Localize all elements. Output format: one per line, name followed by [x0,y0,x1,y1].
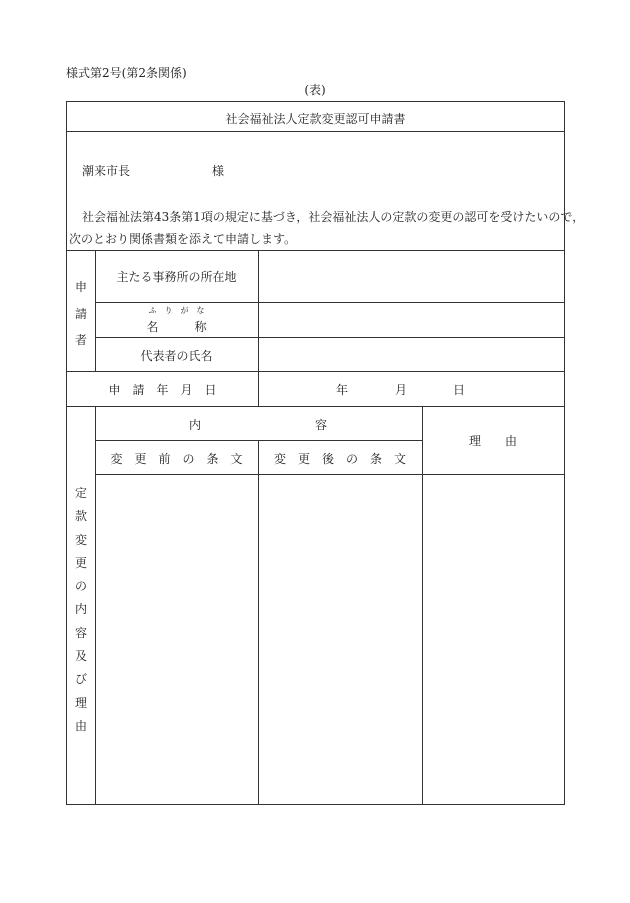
change-label-char: び [74,672,87,687]
name-label: 名 称 [146,320,207,334]
date-month-unit: 月 [395,383,408,397]
change-label-char: 理 [74,695,87,710]
before-article-field[interactable] [96,475,257,803]
page-side-label: (表) [304,83,326,97]
office-address-label: 主たる事務所の所在地 [116,270,237,284]
body-text-line-2: 次のとおり関係書類を添えて申請します。 [69,232,297,246]
reason-header: 理 由 [468,434,517,448]
change-label-char: 変 [74,532,87,547]
application-date-label: 申 請 年 月 日 [108,383,217,397]
change-label-char: の [74,579,87,594]
application-form [66,101,585,805]
applicant-label-char: 請 [74,306,87,321]
change-label-char: 款 [74,509,87,524]
content-header-char-2: 容 [315,418,328,432]
honorific: 様 [212,164,225,178]
name-ruby: ふ り が な [148,306,205,315]
date-day-unit: 日 [453,383,466,397]
change-section-label [67,484,95,734]
form-title: 社会福祉法人定款変更認可申請書 [225,112,406,126]
name-field[interactable] [259,303,563,336]
reason-field[interactable] [423,475,563,803]
applicant-section-label [67,278,95,348]
change-label-char: 内 [74,602,87,617]
content-header-char-1: 内 [189,418,202,432]
office-address-field[interactable] [259,251,563,301]
change-label-char: 定 [74,486,87,500]
addressee: 潮来市長 [82,164,131,178]
form-number: 様式第2号(第2条関係) [66,66,187,80]
change-label-char: 及 [74,649,87,664]
representative-label: 代表者の氏名 [140,349,213,363]
body-text-line-1: 社会福祉法第43条第1項の規定に基づき，社会福祉法人の定款の変更の認可を受けたいので， [82,210,585,224]
after-article-header: 変 更 後 の 条 文 [273,452,406,466]
applicant-label-char: 申 [74,280,87,294]
applicant-label-char: 者 [74,333,87,347]
change-label-char: 由 [74,718,87,733]
before-article-header: 変 更 前 の 条 文 [110,452,243,466]
date-year-unit: 年 [336,383,349,397]
change-label-char: 容 [74,625,87,640]
after-article-field[interactable] [259,475,421,803]
change-label-char: 更 [74,555,87,570]
representative-field[interactable] [259,338,563,370]
